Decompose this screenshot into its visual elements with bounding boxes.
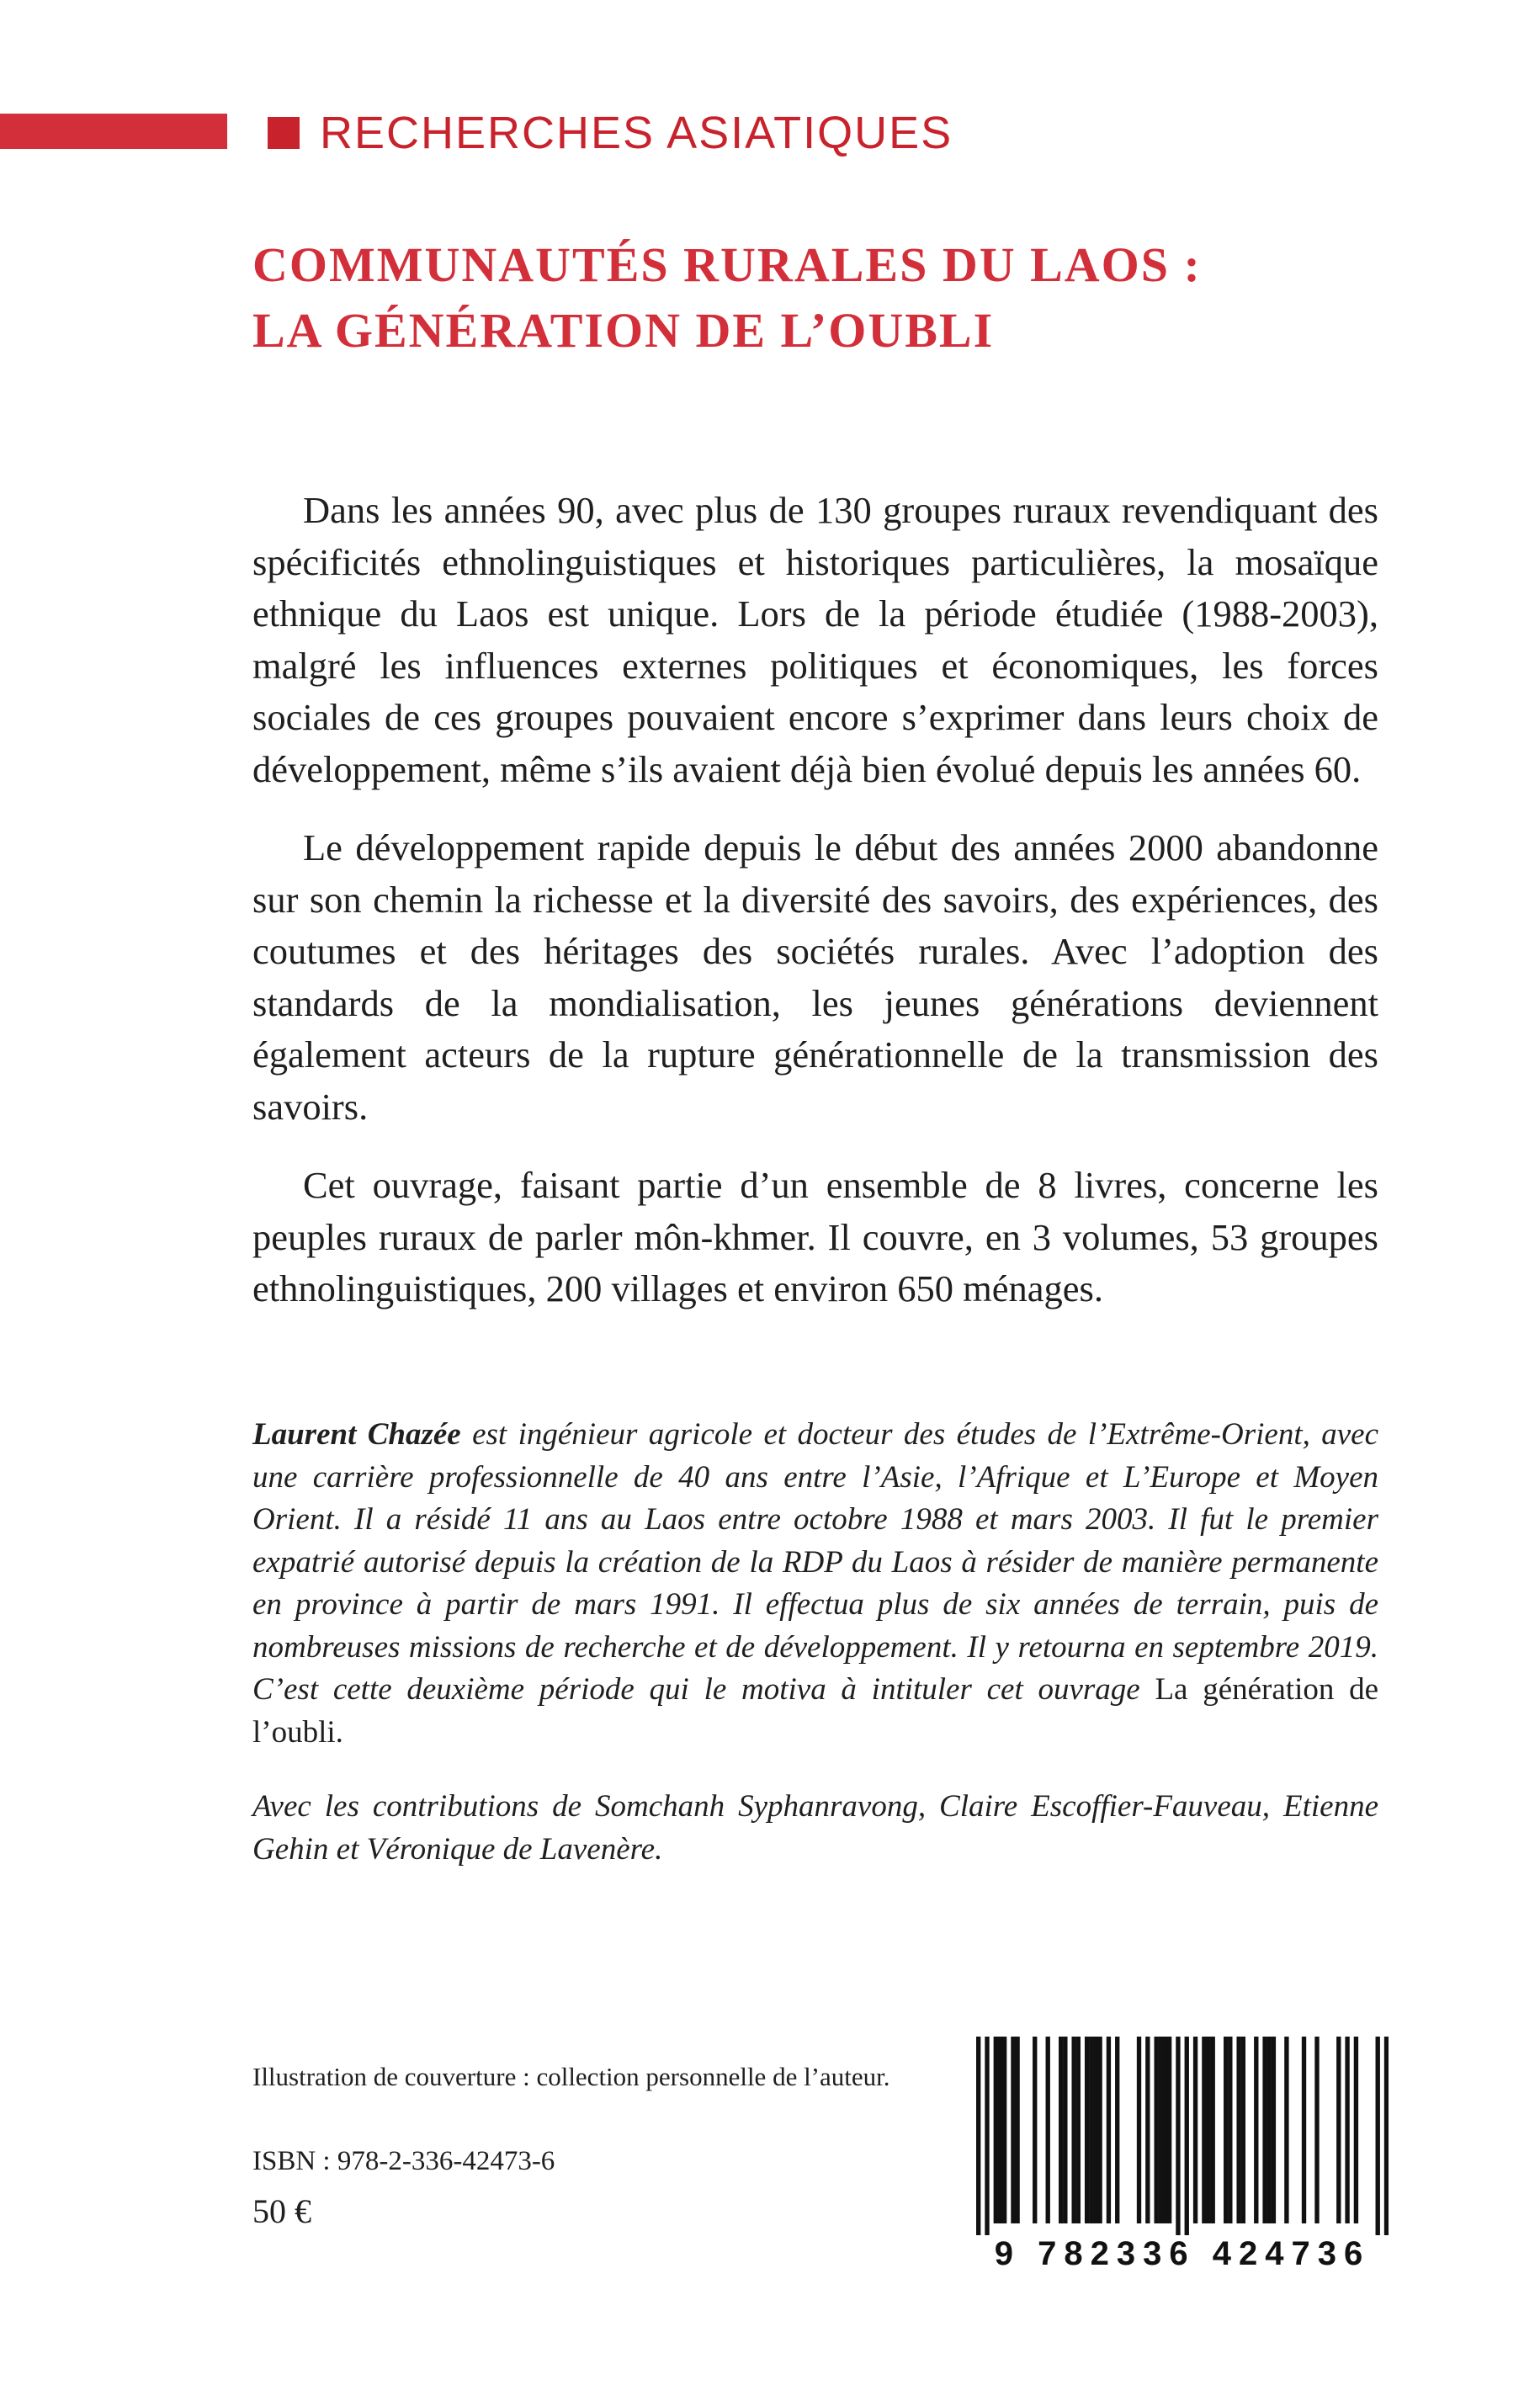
barcode-bar [1193,2037,1197,2223]
barcode-bar [994,2037,998,2223]
barcode-bar [985,2037,989,2235]
barcode-bar [1011,2037,1015,2223]
book-title-line-1: COMMUNAUTÉS RURALES DU LAOS : [252,237,1202,292]
book-title [252,232,1202,364]
barcode-bar [1206,2037,1210,2223]
barcode-bar [1267,2037,1272,2223]
barcode-bar [976,2037,980,2235]
barcode-bar [1107,2037,1111,2223]
barcode-bar [1241,2037,1245,2223]
barcode-bar [1002,2037,1006,2223]
barcode-bar [1185,2037,1189,2235]
cover-illustration-credit: Illustration de couverture : collection personnelle de l’auteur. [252,2062,890,2091]
series-square-icon [268,117,300,149]
barcode-bar [1033,2037,1037,2223]
barcode-bar [1228,2037,1232,2223]
contributions-paragraph [252,1786,1378,1871]
barcode-bar [1159,2037,1163,2223]
barcode-bar [1145,2037,1150,2223]
book-title-line-2: LA GÉNÉRATION DE L’OUBLI [252,303,995,358]
barcode-bar [1376,2037,1380,2235]
barcode-bar [1254,2037,1258,2223]
barcode-bar [1176,2037,1180,2235]
barcode-bar [1345,2037,1349,2223]
barcode-bar [1202,2037,1206,2223]
contributions-text: Avec les contributions de Somchanh Syphanravong, Claire Escoffier-Fauveau, Etienne Gehin et Véronique de Lavenère. [252,1789,1378,1867]
barcode-bar [1224,2037,1228,2223]
barcode-bar [1115,2037,1119,2223]
summary-paragraph-2: Le développement rapide depuis le début des années 2000 abandonne sur son chemin la richesse et la diversité des savoirs, des expériences, des coutumes et des héritages des sociétés rurales. Avec l’adoption des standards de la mondialisation, les jeunes générations deviennent également acteurs de la rupture générationnelle de la transmission des savoirs. [252,826,1378,1128]
summary [252,485,1378,1342]
summary-paragraph-1: Dans les années 90, avec plus de 130 groupes ruraux revendiquant des spécificités ethnolinguistiques et historiques particulières, la mosaïque ethnique du Laos est unique. Lors de la période étudiée (1988-2003), malgré les influences externes politiques et économiques, les forces sociales de ces groupes pouvaient encore s’exprimer dans leurs choix de développement, même s’ils avaient déjà bien évolué depuis les années 60. [252,489,1378,790]
barcode-bar [1046,2037,1050,2223]
barcode-bar [1076,2037,1081,2223]
barcode-bar [1272,2037,1276,2223]
barcode-bar [1211,2037,1215,2223]
barcode-bar [1336,2037,1341,2223]
barcode-digits: 9 782336 424736 [994,2235,1371,2272]
barcode-bar [1236,2037,1240,2223]
decorative-red-bar [0,114,227,149]
author-bio-paragraph [252,1414,1378,1754]
barcode-bar [1089,2037,1093,2223]
author-bio [252,1414,1378,1903]
barcode-bar [1302,2037,1306,2223]
barcode-bar [1154,2037,1158,2223]
author-name: Laurent Chazée [252,1417,461,1452]
barcode-bar [1015,2037,1019,2223]
series-name: RECHERCHES ASIATIQUES [320,108,953,158]
barcode-bar [1284,2037,1288,2223]
barcode-bar [1097,2037,1102,2223]
barcode-bar [1085,2037,1089,2223]
barcode-bars [976,2037,1389,2235]
barcode-bar [1314,2037,1319,2223]
barcode-bar [1137,2037,1141,2223]
barcode-bar [1384,2037,1389,2235]
barcode-bar [1059,2037,1063,2223]
barcode-bar [1354,2037,1358,2223]
price: 50 € [252,2192,311,2230]
summary-paragraph-3: Cet ouvrage, faisant partie d’un ensemble de 8 livres, concerne les peuples ruraux de parler môn-khmer. Il couvre, en 3 volumes, 53 groupes ethnolinguistiques, 200 villages et environ 650 ménages. [252,1164,1378,1309]
barcode-bar [1167,2037,1171,2223]
barcode-bar [998,2037,1002,2223]
barcode-bar [1163,2037,1167,2223]
isbn: ISBN : 978-2-336-42473-6 [252,2146,555,2176]
author-bio-text: est ingénieur agricole et docteur des études de l’Extrême-Orient, avec une carrière professionnelle de 40 ans entre l’Asie, l’Afrique et L’Europe et Moyen Orient. Il a résidé 11 ans au Laos entre octobre 1988 et mars 2003. Il fut le premier expatrié autorisé depuis la création de la RDP du Laos à résider de manière permanente en province à partir de mars 1991. Il effectua plus de six années de terrain, puis de nombreuses missions de recherche et de développement. Il y retourna en septembre 2019. C’est cette deuxième période qui le motiva à intituler cet ouvrage [252,1417,1378,1707]
barcode-bar [1071,2037,1075,2223]
barcode-bar [1093,2037,1097,2223]
barcode-bar [1262,2037,1267,2223]
book-title-reference: La génération de l’oubli. [252,1672,1379,1750]
barcode-bar [1063,2037,1067,2223]
isbn-barcode [976,2037,1389,2281]
